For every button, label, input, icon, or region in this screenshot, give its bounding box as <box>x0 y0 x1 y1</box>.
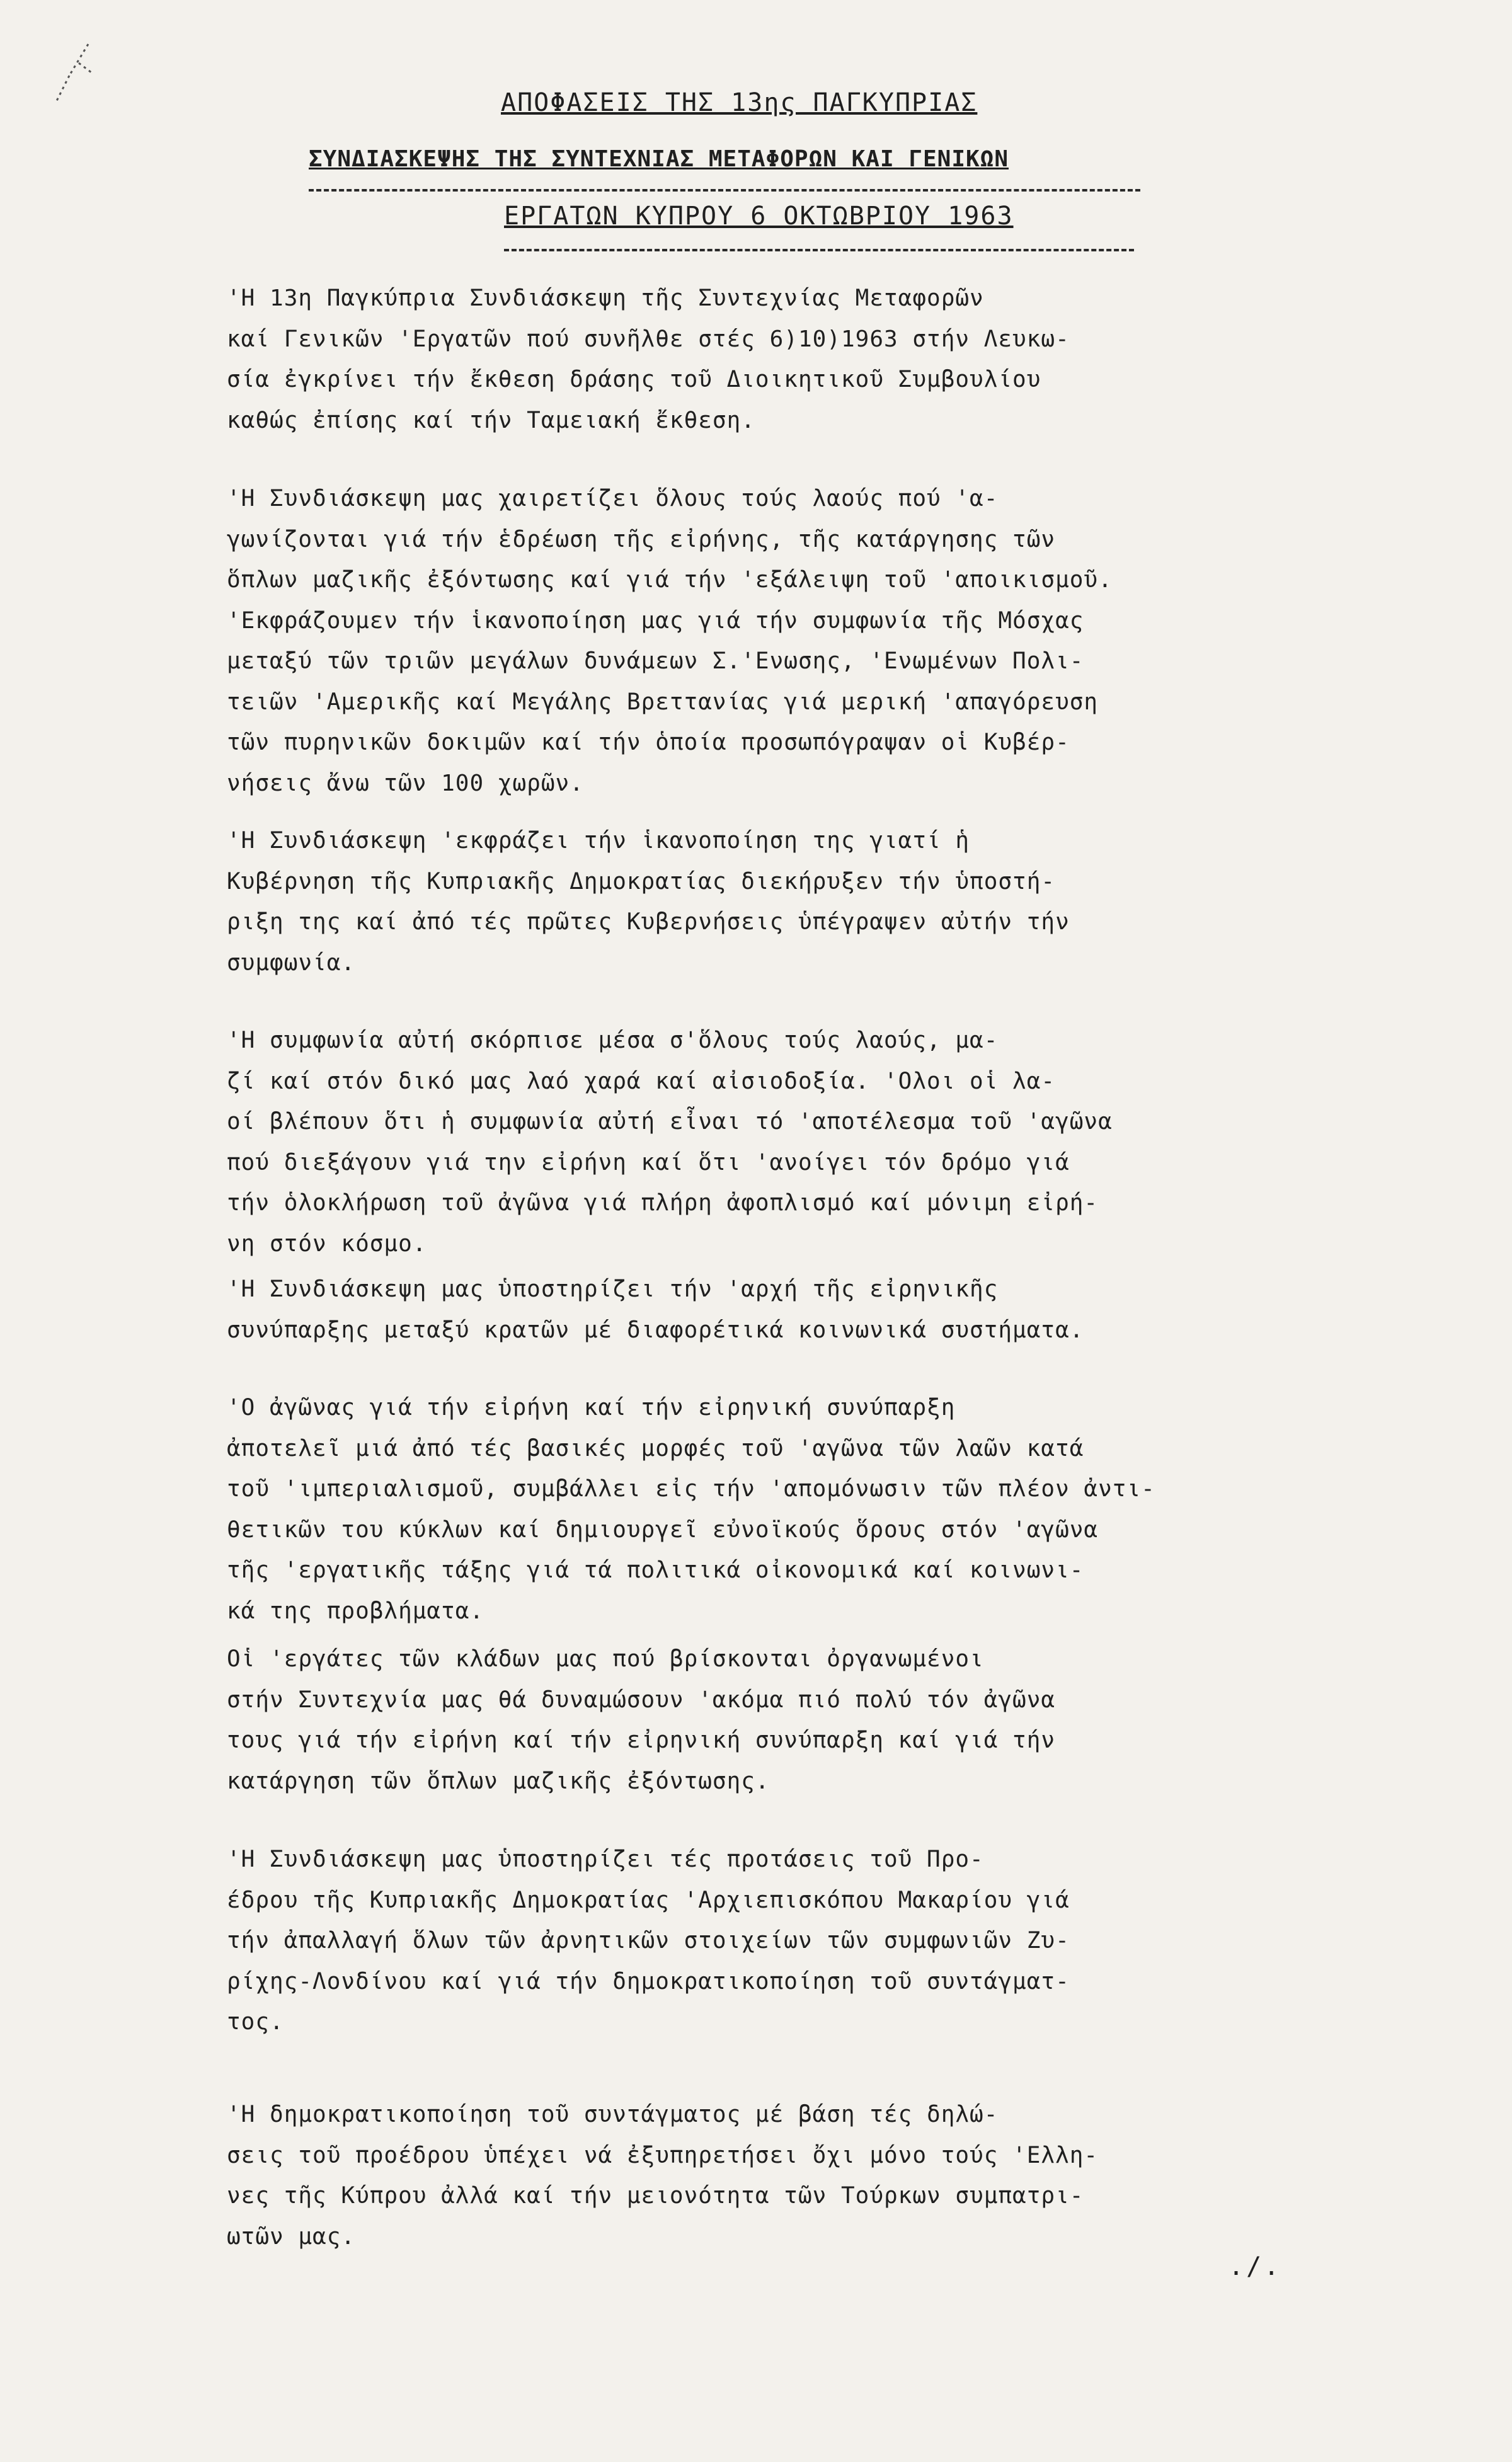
header-title-line-3: ΕΡΓΑΤΩΝ ΚΥΠΡΟΥ 6 ΟΚΤΩΒΡΙΟΥ 1963 <box>504 202 1014 231</box>
staple-mark-icon <box>44 38 101 107</box>
header-title-line-1: ΑΠΟΦΑΣΕΙΣ ΤΗΣ 13ης ΠΑΓΚΥΠΡΙΑΣ <box>501 88 978 117</box>
header-divider <box>309 189 1140 192</box>
paragraph: 'Η Συνδιάσκεψη μας ὑποστηρίζει τήν 'αρχή τῆς εἰρηνικῆς συνύπαρξης μεταξύ κρατῶν μέ διαφορέτικά κοινωνικά συστήματα. <box>227 1276 1084 1343</box>
paragraph: 'Η δημοκρατικοποίηση τοῦ συντάγματος μέ βάση τές δηλώ- σεις τοῦ προέδρου ὑπέχει νά ἐξυπηρετήσει ὄχι μόνο τούς 'Ελλη- νες τῆς Κύπρου ἀλλά καί τήν μειονότητα τῶν Τούρκων συμπατρι- ωτῶν μας. <box>227 2102 1099 2250</box>
paragraph: 'Η 13η Παγκύπρια Συνδιάσκεψη τῆς Συντεχνίας Μεταφορῶν καί Γενικῶν 'Εργατῶν πού συνῆλθε στές 6)10)1963 στήν Λευκω- σία ἐγκρίνει τήν ἔκθεση δράσης τοῦ Διοικητικοῦ Συμβουλίου καθώς ἐπίσης καί τήν Ταμειακή ἔκθεση. <box>227 285 1070 433</box>
paragraph: 'Η συμφωνία αὐτή σκόρπισε μέσα σ'ὅλους τούς λαούς, μα- ζί καί στόν δικό μας λαό χαρά καί αἰσιοδοξία. 'Ολοι οἱ λα- οί βλέπουν ὅτι ἡ συμφωνία αὐτή εἶναι τό 'αποτέλεσμα τοῦ 'αγῶνα πού διεξάγουν γιά την εἰρήνη καί ὅτι 'ανοίγει τόν δρόμο γιά τήν ὁλοκλήρωση τοῦ ἀγῶνα γιά πλήρη ἀφοπλισμό καί μόνιμη εἰρή- νη στόν κόσμο. <box>227 1028 1113 1257</box>
paragraph: 'Η Συνδιάσκεψη μας ὑποστηρίζει τές προτάσεις τοῦ Προ- έδρου τῆς Κυπριακῆς Δημοκρατίας 'Αρχιεπισκόπου Μακαρίου γιά τήν ἀπαλλαγή ὅλων τῶν ἀρνητικῶν στοιχείων τῶν συμφωνιῶν Ζυ- ρίχης-Λονδίνου καί γιά τήν δημοκρατικοποίηση τοῦ συντάγματ- τος. <box>227 1846 1070 2035</box>
paragraph: Οἱ 'εργάτες τῶν κλάδων μας πού βρίσκονται ὀργανωμένοι στήν Συντεχνία μας θά δυναμώσουν 'ακόμα πιό πολύ τόν ἀγῶνα τους γιά τήν εἰρήνη καί τήν εἰρηνική συνύπαρξη καί γιά τήν κατάργηση τῶν ὅπλων μαζικῆς ἐξόντωσης. <box>227 1646 1056 1794</box>
header-divider <box>504 249 1134 251</box>
header-title-line-2: ΣΥΝΔΙΑΣΚΕΨΗΣ ΤΗΣ ΣΥΝΤΕΧΝΙΑΣ ΜΕΤΑΦΟΡΩΝ ΚΑΙ ΓΕΝΙΚΩΝ <box>309 146 1009 172</box>
paragraph: 'Η Συνδιάσκεψη μας χαιρετίζει ὅλους τούς λαούς πού 'α- γωνίζονται γιά τήν ἑδρέωση τῆς εἰρήνης, τῆς κατάργησης τῶν ὅπλων μαζικῆς ἐξόντωσης καί γιά τήν 'εξάλειψη τοῦ 'αποικισμοῦ. 'Εκφράζουμεν τήν ἱκανοποίηση μας γιά τήν συμφωνία τῆς Μόσχας μεταξύ τῶν τριῶν μεγάλων δυνάμεων Σ.'Ενωσης, 'Ενωμένων Πολι- τειῶν 'Αμερικῆς καί Μεγάλης Βρεττανίας γιά μερική 'απαγόρευση τῶν πυρηνικῶν δοκιμῶν καί τήν ὁποία προσωπόγραψαν οἱ Κυβέρ- νήσεις ἄνω τῶν 100 χωρῶν. <box>227 486 1113 796</box>
continuation-mark: ./. <box>1228 2252 1282 2281</box>
paragraph: 'Η Συνδιάσκεψη 'εκφράζει τήν ἱκανοποίηση της γιατί ἡ Κυβέρνηση τῆς Κυπριακῆς Δημοκρατίας διεκήρυξεν τήν ὑποστή- ριξη της καί ἀπό τές πρῶτες Κυβερνήσεις ὑπέγραψεν αὐτήν τήν συμφωνία. <box>227 828 1070 976</box>
paragraph: 'Ο ἀγῶνας γιά τήν εἰρήνη καί τήν εἰρηνική συνύπαρξη ἀποτελεῖ μιά ἀπό τές βασικές μορφές τοῦ 'αγῶνα τῶν λαῶν κατά τοῦ 'ιμπεριαλισμοῦ, συμβάλλει εἰς τήν 'απομόνωσιν τῶν πλέον ἀντι- θετικῶν του κύκλων καί δημιουργεῖ εὐνοϊκούς ὅρους στόν 'αγῶνα τῆς 'εργατικῆς τάξης γιά τά πολιτικά οἰκονομικά καί κοινωνι- κά της προβλήματα. <box>227 1395 1155 1624</box>
